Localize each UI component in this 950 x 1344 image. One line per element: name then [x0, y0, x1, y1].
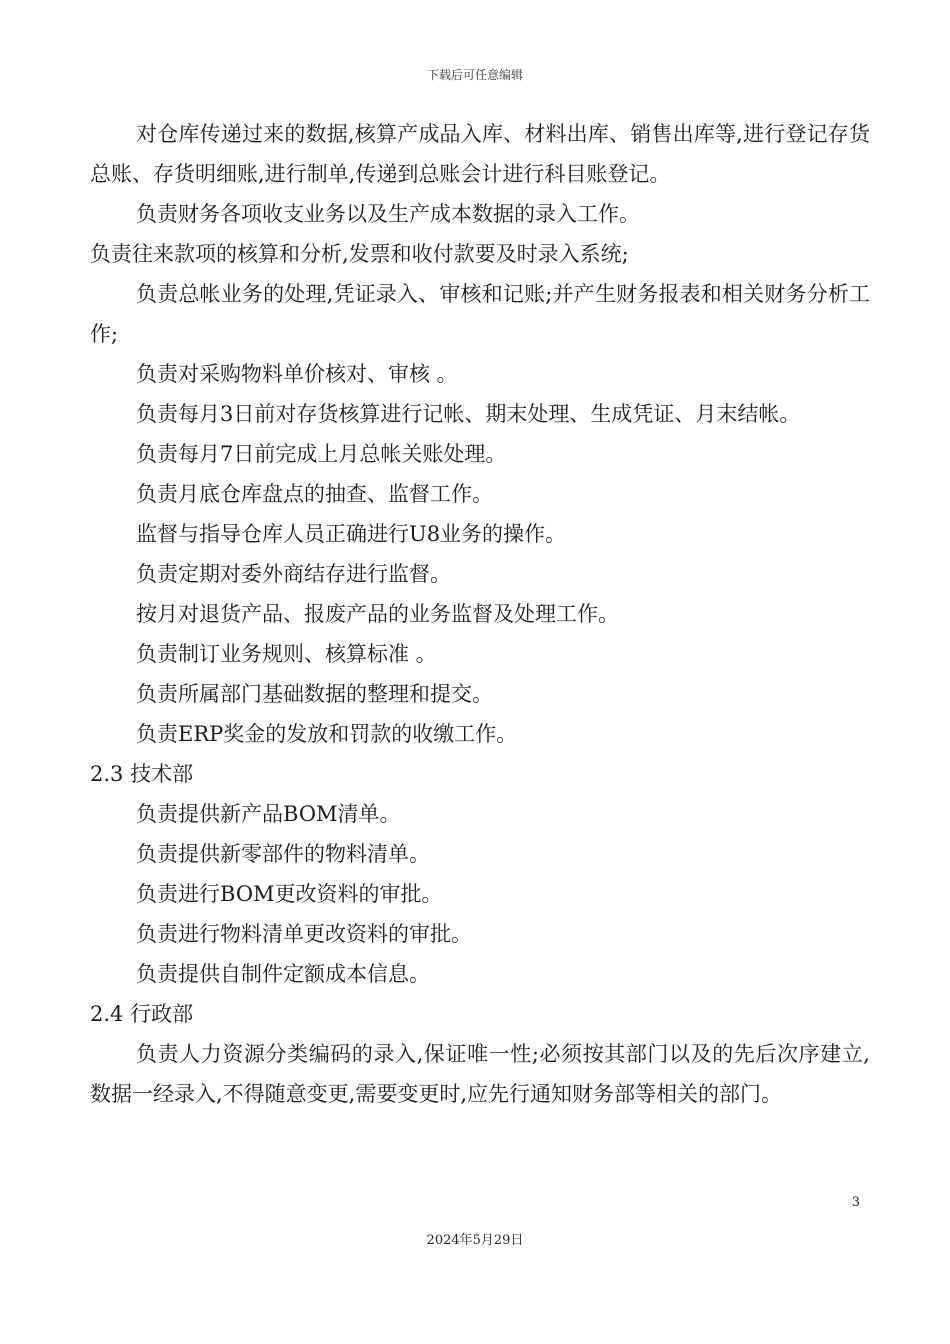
page-footer-date: 2024年5月29日: [426, 1233, 524, 1248]
paragraph-income-expense: 负责财务各项收支业务以及生产成本数据的录入工作。: [136, 202, 640, 226]
paragraph-base-data: 负责所属部门基础数据的整理和提交。: [136, 682, 493, 706]
paragraph-cost-info: 负责提供自制件定额成本信息。: [136, 962, 430, 986]
body-text: [90, 114, 870, 1114]
paragraph-purchase-price: 负责对采购物料单价核对、审核 。: [136, 362, 458, 386]
paragraph-returns: 按月对退货产品、报废产品的业务监督及处理工作。: [136, 602, 619, 626]
section-heading-tech-dept: 2.3 技术部: [90, 762, 194, 786]
paragraph-general-ledger: 负责总帐业务的处理,凭证录入、审核和记账;并产生财务报表和相关财务分析工作;: [90, 282, 870, 346]
paragraph-new-bom: 负责提供新产品BOM清单。: [136, 802, 401, 826]
paragraph-business-rules: 负责制订业务规则、核算标准 。: [136, 642, 437, 666]
paragraph-inventory-accounting: 对仓库传递过来的数据,核算产成品入库、材料出库、销售出库等,进行登记存货总账、存货明细账,进行制单,传递到总账会计进行科目账登记。: [90, 122, 870, 186]
paragraph-hr-coding: 负责人力资源分类编码的录入,保证唯一性;必须按其部门以及的先后次序建立,数据一经录入,不得随意变更,需要变更时,应先行通知财务部等相关的部门。: [90, 1042, 870, 1106]
page-header: 下载后可任意编辑: [426, 68, 523, 82]
paragraph-stocktake: 负责月底仓库盘点的抽查、监督工作。: [136, 482, 493, 506]
paragraph-material-approval: 负责进行物料清单更改资料的审批。: [136, 922, 472, 946]
paragraph-monthly-3rd: 负责每月3日前对存货核算进行记帐、期末处理、生成凭证、月末结帐。: [136, 402, 801, 426]
paragraph-bom-approval: 负责进行BOM更改资料的审批。: [136, 882, 443, 906]
paragraph-receivables: 负责往来款项的核算和分析,发票和收付款要及时录入系统;: [90, 242, 629, 266]
section-heading-admin-dept: 2.4 行政部: [90, 1002, 194, 1026]
paragraph-monthly-7th: 负责每月7日前完成上月总帐关账处理。: [136, 442, 507, 466]
paragraph-new-parts: 负责提供新零部件的物料清单。: [136, 842, 430, 866]
paragraph-outsourcing: 负责定期对委外商结存进行监督。: [136, 562, 451, 586]
paragraph-u8-guidance: 监督与指导仓库人员正确进行U8业务的操作。: [136, 522, 567, 546]
paragraph-erp-bonus: 负责ERP奖金的发放和罚款的收缴工作。: [136, 722, 518, 746]
page-number: 3: [851, 1195, 860, 1210]
